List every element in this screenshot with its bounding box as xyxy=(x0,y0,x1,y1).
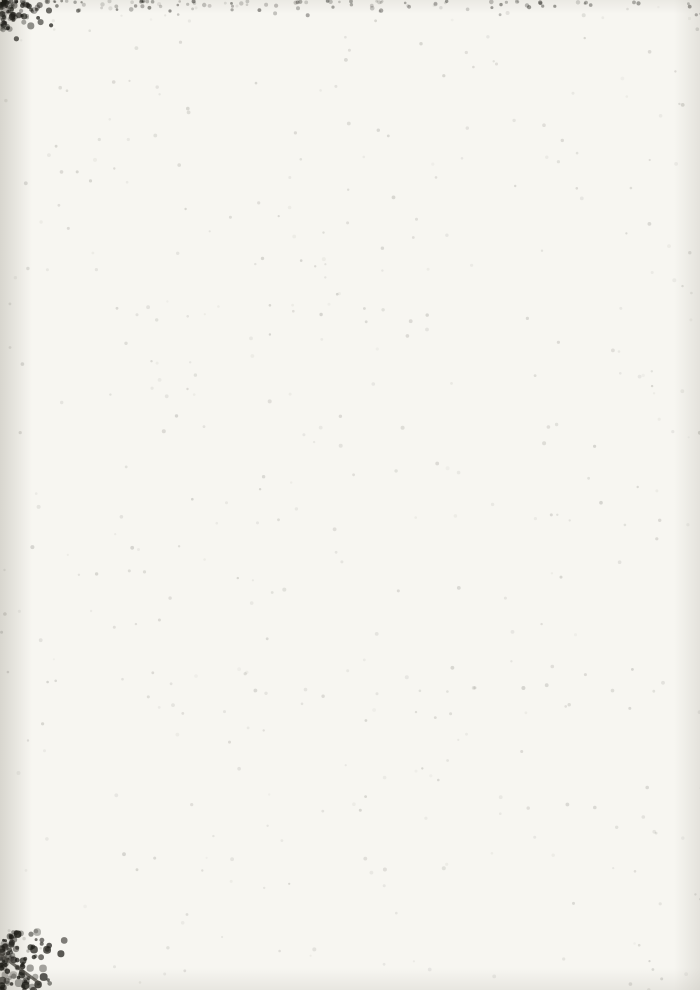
left-column xyxy=(23,42,346,76)
interview-columns xyxy=(23,42,685,76)
right-column xyxy=(363,42,686,76)
